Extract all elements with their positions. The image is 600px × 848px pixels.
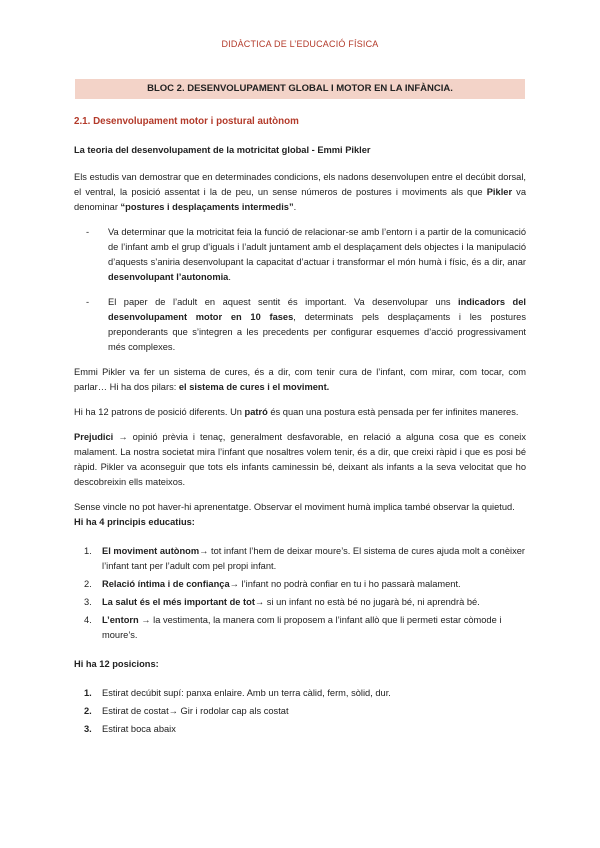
pillars-text: Emmi Pikler va fer un sistema de cures, és a dir, com tenir cura de l’infant, com mirar, com tocar, com parlar… Hi ha dos pilars: [74,367,526,392]
posicio-text: Estirat decúbit supí: panxa enlaire. Amb un terra càlid, ferm, sòlid, dur. [102,688,391,698]
principi-bold: Relació íntima i de confiança [102,579,230,589]
posicio-item [74,722,526,737]
patrons-end: és quan una postura està pensada per fer infinites maneres. [267,407,519,417]
principi-item [74,577,526,592]
principi-text: → si un infant no està bé no jugarà bé, ni aprendrà bé. [254,597,480,607]
posicio-number: 1. [84,688,92,698]
principi-number: 4. [84,615,92,625]
principi-text: → l’infant no podrà confiar en tu i ho passarà malament. [229,579,461,589]
pillars-bold: el sistema de cures i el moviment. [178,382,330,392]
intro-text: Els estudis van demostrar que en determinades condicions, els nadons desenvolupen entre el decúbit dorsal, el ventral, la posició assentat i la de peu, un sense números de postures i moviments als que [74,172,526,197]
principi-text: → tot infant l’hem de deixar moure’s. El sistema de cures ajuda molt a conèixer l’infant tant per l’adult com pel propi infant. [102,546,525,571]
dash-end: , determinats pels desplaçaments i les postures preponderants que s’integren a les precedents per configurar esquemes d’acció progressivament més complexes. [108,312,526,352]
dash-marker: - [86,227,90,237]
posicions-heading: Hi ha 12 posicions: [74,659,159,669]
vincle-paragraph: Sense vincle no pot haver-hi aprenentatge. Observar el moviment humà implica també observar la quietud. [74,502,515,512]
dash-bold: desenvolupant l’autonomia [108,272,229,282]
principis-heading: Hi ha 4 principis educatius: [74,517,195,527]
pillars-paragraph [74,365,526,395]
prejudici-paragraph [74,430,526,490]
dash-text: Va determinar que la motricitat feia la funció de relacionar-se amb l’entorn i a partir de la comunicació de l’infant amb el grup d’iguals i l’adult juntament amb el desplaçament dels objectes i la manipulació d’aquests s’aniria desenvolupant la capacitat d’actuar i transformar el món humà i físic, és a dir, anar [108,227,526,267]
principi-bold: El moviment autònom [102,546,200,556]
intro-bold-end: “postures i desplaçaments intermedis” [120,202,294,212]
posicio-number: 2. [84,706,92,716]
posicio-text: Estirat de costat→ Gir i rodolar cap als costat [102,706,289,716]
intro-end: . [293,202,297,212]
prejudici-text: → opinió prèvia i tenaç, generalment desfavorable, en relació a alguna cosa que es coneix malament. La nostra societat mira l’infant que nosaltres volem tenir, és a dir, que creixi ràpid i que es posi bé ràpid. Pikler va aconseguir que tots els infants caminessin bé, deixant als infants a la seva velocitat que ho descobreixin ells mateixos. [74,432,526,487]
patrons-bold: patró [244,407,268,417]
principi-number: 1. [84,546,92,556]
posicio-item [74,686,526,701]
intro-paragraph [74,170,526,215]
principi-number: 3. [84,597,92,607]
principi-item [74,544,526,574]
principi-bold: L’entorn [102,615,139,625]
dash-item [74,225,526,285]
dash-end: . [228,272,231,282]
principi-item [74,595,526,610]
intro-bold-name: Pikler [486,187,513,197]
principi-text: → la vestimenta, la manera com li proposem a l’infant allò que li permeti estar còmode i moure’s. [102,615,502,640]
dash-item [74,295,526,355]
dash-list [74,225,526,355]
posicions-list [74,686,526,737]
principis-list [74,544,526,643]
posicio-number: 3. [84,724,92,734]
posicio-item [74,704,526,719]
bloc-title: BLOC 2. DESENVOLUPAMENT GLOBAL I MOTOR EN LA INFÀNCIA. [75,79,525,99]
header-title: DIDÀCTICA DE L’EDUCACIÓ FÍSICA [221,39,379,49]
patrons-paragraph [74,405,526,420]
posicio-text: Estirat boca abaix [102,724,176,734]
intro-mid: va denominar [74,187,527,212]
principi-number: 2. [84,579,92,589]
subsection-title: La teoria del desenvolupament de la motricitat global - Emmi Pikler [74,145,371,155]
section-title: 2.1. Desenvolupament motor i postural autònom [74,116,299,127]
principi-item [74,613,526,643]
principi-bold: La salut és el més important de tot [102,597,255,607]
dash-marker: - [86,297,90,307]
dash-text: El paper de l’adult en aquest sentit és important. Va desenvolupar uns [108,297,459,307]
dash-bold: indicadors del desenvolupament motor en 10 fases [108,297,526,322]
patrons-text: Hi ha 12 patrons de posició diferents. Un [74,407,245,417]
content [74,114,526,747]
prejudici-bold: Prejudici [74,432,114,442]
